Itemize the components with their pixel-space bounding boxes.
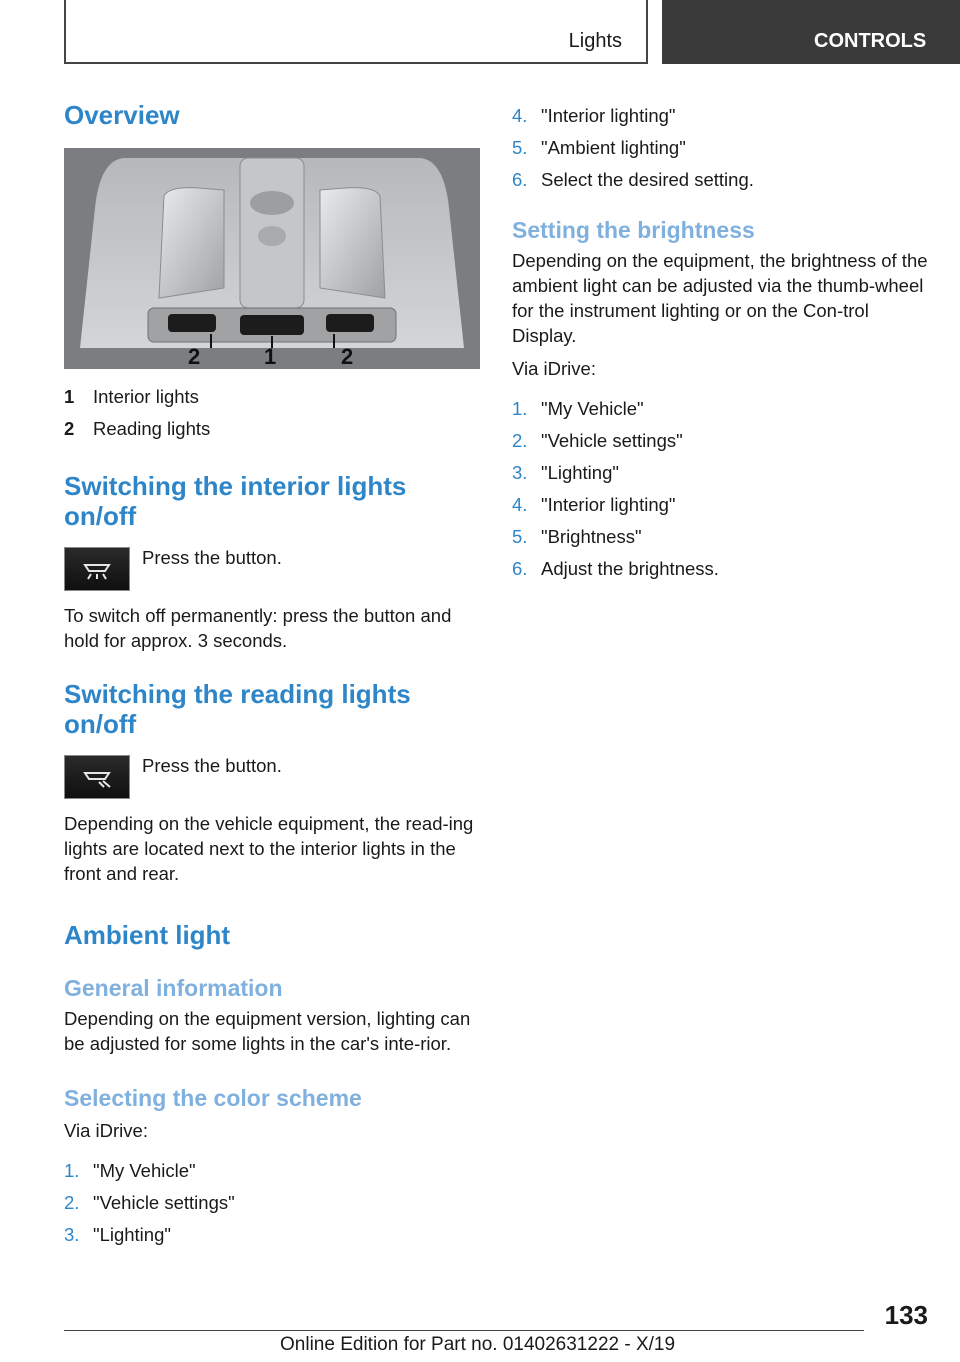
brightness-text: Depending on the equipment, the brightness of the ambient light can be adjusted via the thumb-wheel for the instrument lighting or on the Con-trol Display.: [512, 250, 928, 346]
list-item: 5. "Ambient lighting": [512, 137, 686, 158]
list-item: 2. "Vehicle settings": [64, 1192, 235, 1213]
interior-note: To switch off permanently: press the button and hold for approx. 3 seconds.: [64, 605, 452, 651]
page-number: 133: [884, 1300, 928, 1330]
general-info-text: Depending on the equipment version, lighting can be adjusted for some lights in the car's inte-rior.: [64, 1008, 471, 1054]
chapter-title: CONTROLS: [814, 30, 927, 52]
overhead-console-photo: [64, 148, 480, 369]
section-title: Lights: [568, 30, 622, 52]
list-item: 1. "My Vehicle": [512, 398, 644, 419]
reading-press-text: Press the button.: [142, 755, 282, 776]
brightness-heading: Setting the brightness: [512, 217, 755, 243]
list-item: 3. "Lighting": [64, 1224, 171, 1245]
footer-divider: [64, 1330, 864, 1331]
interior-light-button-icon: [64, 547, 130, 591]
console-illustration: [64, 148, 480, 369]
reading-heading: Switching the reading lights on/off: [64, 679, 411, 739]
callout-1: 1: [264, 344, 277, 369]
callout-2-left: 2: [188, 344, 201, 369]
ambient-heading: Ambient light: [64, 920, 231, 950]
interior-button-row: [64, 547, 480, 591]
color-scheme-heading: Selecting the color scheme: [64, 1085, 362, 1111]
list-item: 2 Reading lights: [64, 418, 211, 439]
overview-heading: Overview: [64, 100, 180, 130]
right-column: [512, 100, 928, 585]
list-item: 4. "Interior lighting": [512, 105, 676, 126]
color-steps-list: [64, 1155, 480, 1251]
brightness-steps-list: [512, 393, 928, 585]
general-info-heading: General information: [64, 975, 283, 1001]
list-item: 6. Adjust the brightness.: [512, 558, 719, 579]
reading-button-row: [64, 755, 480, 799]
color-via-text: Via iDrive:: [64, 1120, 148, 1141]
brightness-via-text: Via iDrive:: [512, 358, 596, 379]
chapter-tab: [662, 0, 960, 64]
reading-note: Depending on the vehicle equipment, the read-ing lights are located next to the interior lights in the front and rear.: [64, 813, 474, 884]
list-item: 1 Interior lights: [64, 386, 199, 407]
left-column: [64, 100, 480, 1251]
list-item: 2. "Vehicle settings": [512, 430, 683, 451]
list-item: 6. Select the desired setting.: [512, 169, 754, 190]
list-item: 5. "Brightness": [512, 526, 642, 547]
interior-press-text: Press the button.: [142, 547, 282, 568]
list-item: 3. "Lighting": [512, 462, 619, 483]
photo-legend: [64, 381, 480, 445]
header-box: [64, 0, 648, 64]
callout-2-right: 2: [341, 344, 354, 369]
color-steps-continued: [512, 100, 928, 196]
list-item: 4. "Interior lighting": [512, 494, 676, 515]
list-item: 1. "My Vehicle": [64, 1160, 196, 1181]
interior-heading: Switching the interior lights on/off: [64, 471, 407, 531]
reading-light-button-icon: [64, 755, 130, 799]
edition-text: Online Edition for Part no. 01402631222 - X/19: [280, 1334, 676, 1355]
